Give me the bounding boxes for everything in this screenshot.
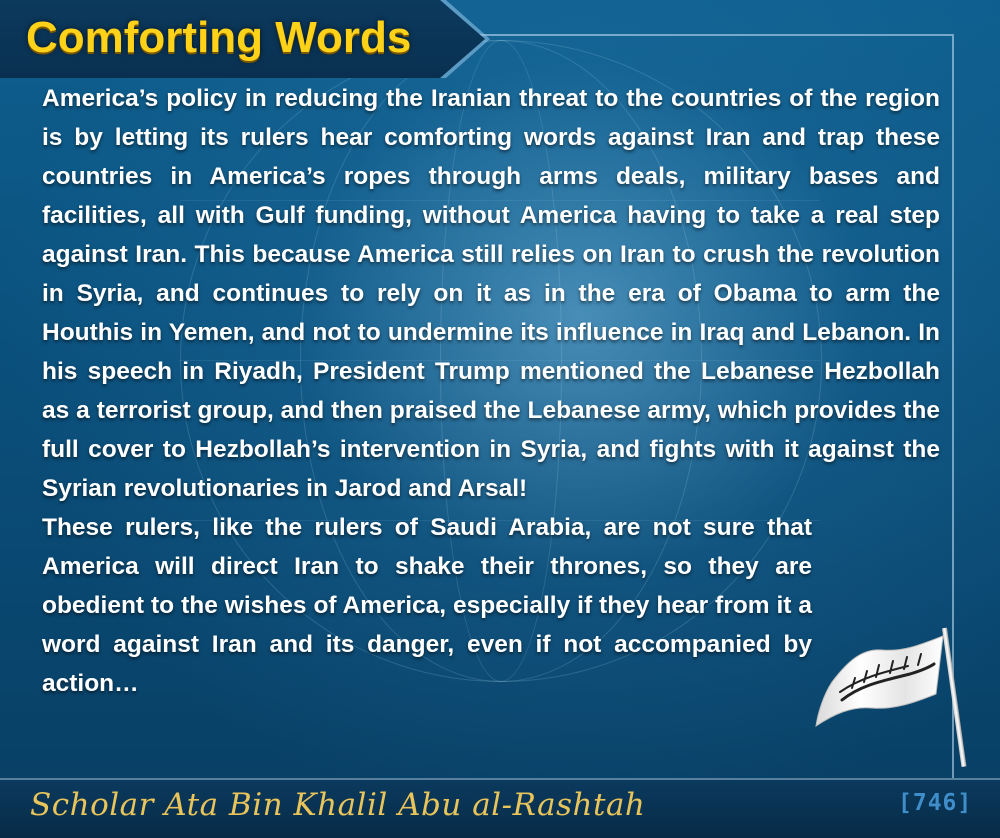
flag-cloth — [812, 622, 982, 772]
article-paragraph: These rulers, like the rulers of Saudi Arabia, are not sure that America will direct Iran to shake their thrones, so they are obedient to the wishes of America, especially if they hear from it a word against Iran and its danger, even if not accompanied by action… — [42, 514, 812, 697]
white-flag-icon — [812, 622, 982, 772]
author-signature: Scholar Ata Bin Khalil Abu al-Rashtah — [30, 787, 646, 823]
article-paragraph: America’s policy in reducing the Iranian threat to the countries of the region is by letting its rulers hear comforting words against Iran and trap these countries in America’s ropes through arms deals, military bases and facilities, all with Gulf funding, without America having to take a real step against Iran. This because America still relies on Iran to crush the revolution in Syria, and continues to rely on it as in the era of Obama to arm the Houthis in Yemen, and not to undermine its influence in Iraq and Lebanon. In his speech in Riyadh, President Trump mentioned the Lebanese Hezbollah as a terrorist group, and then praised the Lebanese army, which provides the full cover to Hezbollah’s intervention in Syria, and fights with it against the Syrian revolutionaries in Jarod and Arsal! — [42, 85, 940, 502]
issue-number: [746] — [898, 790, 973, 816]
article-body — [42, 79, 940, 703]
page-title: Comforting Words — [26, 13, 412, 62]
